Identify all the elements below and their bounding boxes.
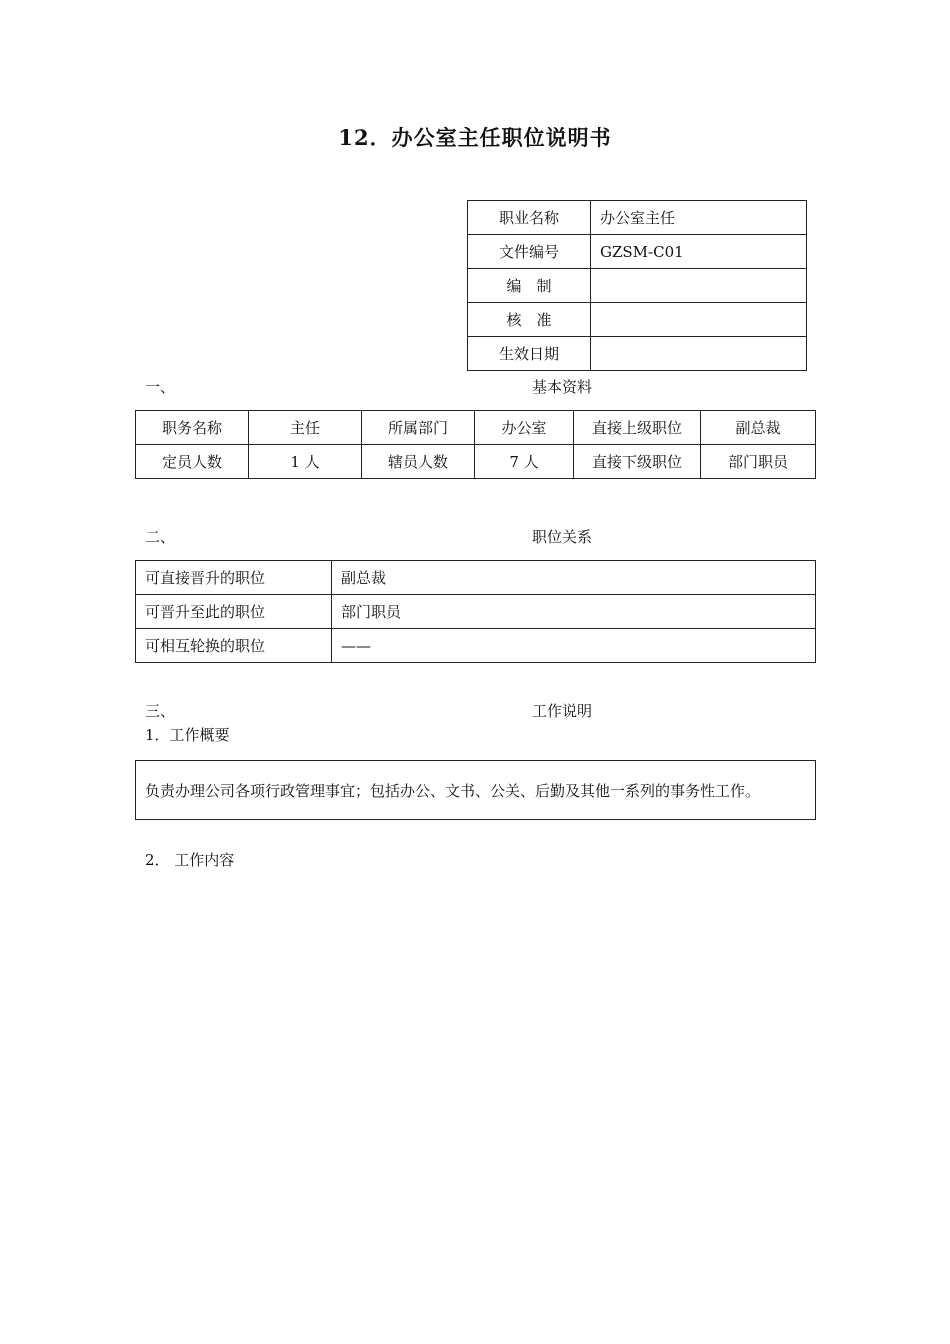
relation-value: 副总裁 [332,561,816,595]
relation-label: 可相互轮换的职位 [136,629,332,663]
table-cell: 主任 [249,411,362,445]
section-heading: 基本资料 [532,378,593,396]
table-row [136,561,816,595]
meta-label: 职业名称 [468,201,591,235]
position-relations-table [135,560,816,663]
page-title: 12．办公室主任职位说明书 [338,125,612,150]
table-cell: 办公室 [475,411,574,445]
section-number: 三、 [145,702,176,720]
subsection-heading: 1．工作概要 [145,726,230,744]
table-row [468,201,807,235]
table-cell: 1 人 [249,445,362,479]
subsection-heading: 2． 工作内容 [145,851,235,869]
section-heading: 工作说明 [532,702,593,720]
relation-label: 可晋升至此的职位 [136,595,332,629]
table-cell: 副总裁 [701,411,816,445]
work-summary-text: 负责办理公司各项行政管理事宜；包括办公、文书、公关、后勤及其他一系列的事务性工作。 [145,781,761,800]
meta-label: 生效日期 [468,337,591,371]
meta-label: 核 准 [468,303,591,337]
table-row [136,629,816,663]
basic-info-table [135,410,816,479]
meta-value: 办公室主任 [591,201,807,235]
meta-value [591,303,807,337]
work-summary-box [135,760,816,820]
meta-value [591,269,807,303]
meta-label: 编 制 [468,269,591,303]
table-cell: 部门职员 [701,445,816,479]
table-cell: 直接上级职位 [574,411,701,445]
document-meta-table [467,200,807,371]
table-cell: 直接下级职位 [574,445,701,479]
table-cell: 所属部门 [362,411,475,445]
section-heading: 职位关系 [532,528,593,546]
table-row [136,411,816,445]
meta-label: 文件编号 [468,235,591,269]
meta-value [591,337,807,371]
section-number: 一、 [145,378,176,396]
meta-value: GZSM-C01 [591,235,807,269]
table-row [136,595,816,629]
table-cell: 7 人 [475,445,574,479]
table-row [468,303,807,337]
relation-value: 部门职员 [332,595,816,629]
table-row [468,235,807,269]
table-cell: 职务名称 [136,411,249,445]
relation-label: 可直接晋升的职位 [136,561,332,595]
table-row [468,269,807,303]
table-cell: 定员人数 [136,445,249,479]
relation-value: —— [332,629,816,663]
table-cell: 辖员人数 [362,445,475,479]
table-row [468,337,807,371]
section-number: 二、 [145,528,176,546]
table-row [136,445,816,479]
